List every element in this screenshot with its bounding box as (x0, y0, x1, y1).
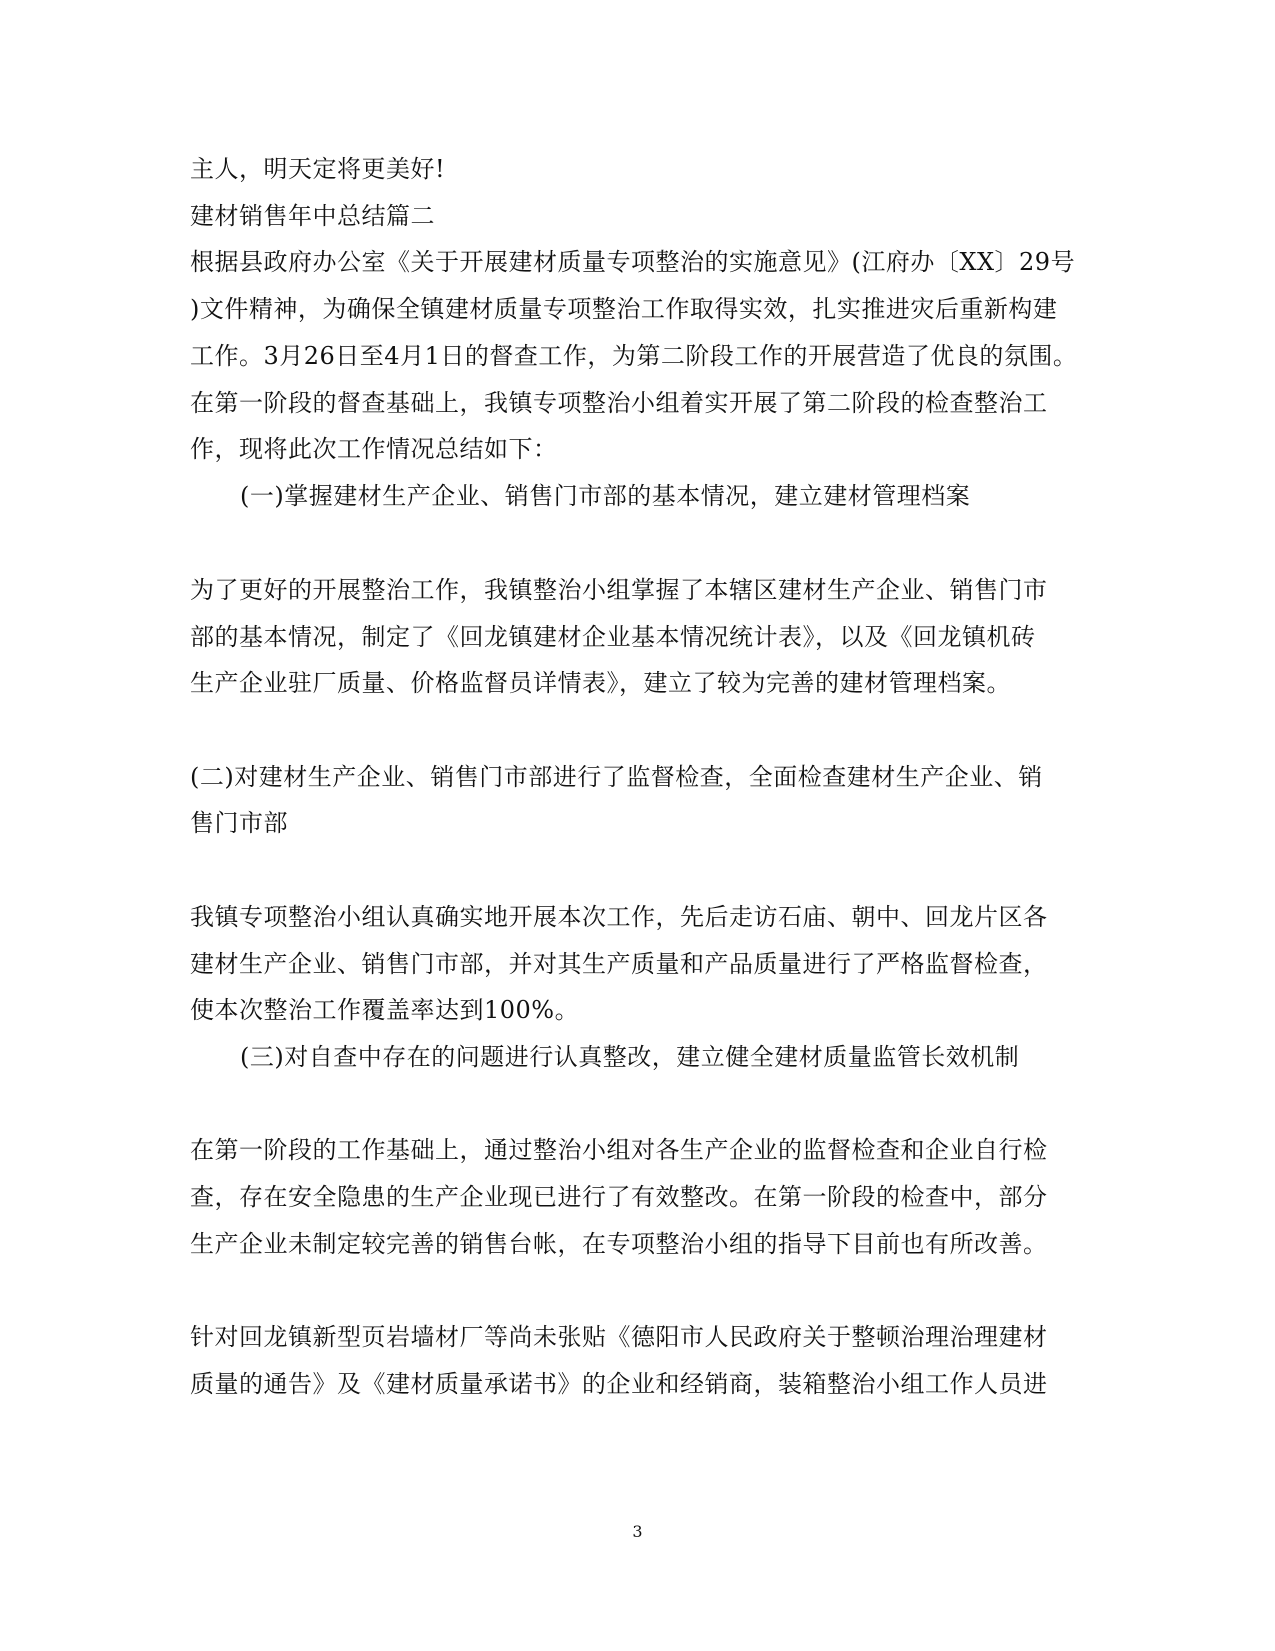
text-line: 使本次整治工作覆盖率达到100%。 (190, 996, 580, 1024)
subheading-2: (二)对建材生产企业、销售门市部进行了监督检查，全面检查建材生产企业、销 (190, 763, 1043, 791)
section-heading: 建材销售年中总结篇二 (190, 202, 435, 230)
text-line: 作，现将此次工作情况总结如下： (190, 435, 558, 463)
text-line: 主人，明天定将更美好! (190, 155, 446, 183)
text-line: 针对回龙镇新型页岩墙材厂等尚未张贴《德阳市人民政府关于整顿治理治理建材 (190, 1323, 1048, 1351)
subheading-1: (一)掌握建材生产企业、销售门市部的基本情况，建立建材管理档案 (240, 482, 971, 510)
text-line: 质量的通告》及《建材质量承诺书》的企业和经销商，装箱整治小组工作人员进 (190, 1370, 1048, 1398)
text-line: 在第一阶段的督查基础上，我镇专项整治小组着实开展了第二阶段的检查整治工 (190, 389, 1048, 417)
subheading-2-continued: 售门市部 (190, 809, 288, 837)
text-line: 工作。3月26日至4月1日的督查工作，为第二阶段工作的开展营造了优良的氛围。 (190, 342, 1078, 370)
text-line: 在第一阶段的工作基础上，通过整治小组对各生产企业的监督检查和企业自行检 (190, 1136, 1048, 1164)
text-line: 根据县政府办公室《关于开展建材质量专项整治的实施意见》(江府办〔XX〕29号 (190, 248, 1076, 276)
text-line: 部的基本情况，制定了《回龙镇建材企业基本情况统计表》，以及《回龙镇机砖 (190, 623, 1036, 651)
text-line: 生产企业驻厂质量、价格监督员详情表》，建立了较为完善的建材管理档案。 (190, 669, 1011, 697)
text-line: )文件精神，为确保全镇建材质量专项整治工作取得实效，扎实推进灾后重新构建 (190, 295, 1058, 323)
text-line: 我镇专项整治小组认真确实地开展本次工作，先后走访石庙、朝中、回龙片区各 (190, 903, 1048, 931)
subheading-3: (三)对自查中存在的问题进行认真整改，建立健全建材质量监管长效机制 (240, 1043, 1020, 1071)
page-number: 3 (632, 1522, 643, 1541)
text-line: 查，存在安全隐患的生产企业现已进行了有效整改。在第一阶段的检查中，部分 (190, 1183, 1048, 1211)
text-line: 为了更好的开展整治工作，我镇整治小组掌握了本辖区建材生产企业、销售门市 (190, 576, 1048, 604)
text-line: 建材生产企业、销售门市部，并对其生产质量和产品质量进行了严格监督检查， (190, 950, 1048, 978)
text-line: 生产企业未制定较完善的销售台帐，在专项整治小组的指导下目前也有所改善。 (190, 1230, 1048, 1258)
